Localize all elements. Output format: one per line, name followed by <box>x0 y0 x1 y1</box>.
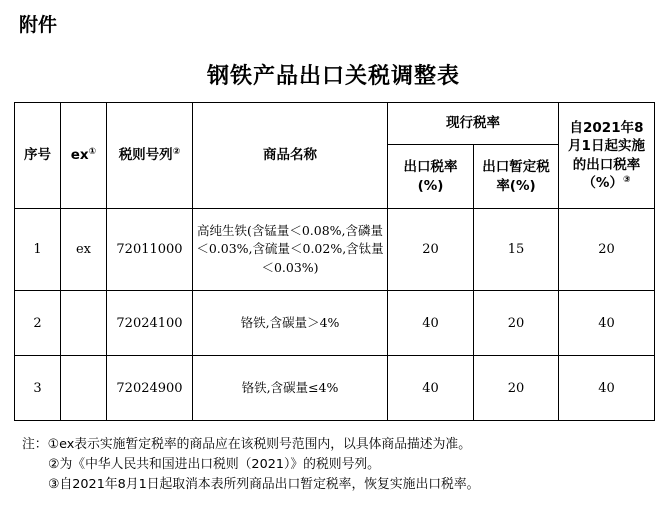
cell-ex <box>61 291 107 356</box>
footnote-1: 注：①ex表示实施暂定税率的商品应在该税则号范围内，以具体商品描述为准。 <box>22 437 471 452</box>
tariff-table <box>14 102 655 421</box>
cell-seq: 2 <box>15 291 61 356</box>
header-seq: 序号 <box>15 103 61 209</box>
cell-product-name: 铬铁,含碳量≤4% <box>193 356 388 421</box>
footnote-2: ②为《中华人民共和国进出口税则（2021）》的税则号列。 <box>48 457 380 472</box>
header-current-rate: 现行税率 <box>388 103 559 145</box>
cell-tariff-no: 72024900 <box>107 356 193 421</box>
cell-temp-rate: 20 <box>474 291 559 356</box>
table-row <box>15 356 655 421</box>
cell-new-rate: 40 <box>559 356 655 421</box>
cell-export-rate: 20 <box>388 209 474 291</box>
document-title: 钢铁产品出口关税调整表 <box>206 64 460 89</box>
header-ex: ex① <box>61 103 107 209</box>
cell-export-rate: 40 <box>388 356 474 421</box>
footnote-3: ③自2021年8月1日起取消本表所列商品出口暂定税率，恢复实施出口税率。 <box>48 477 480 492</box>
cell-product-name: 高纯生铁(含锰量＜0.08%,含磷量＜0.03%,含硫量＜0.02%,含钛量＜0.03%) <box>193 209 388 291</box>
cell-product-name: 铬铁,含碳量＞4% <box>193 291 388 356</box>
header-export-rate: 出口税率(%) <box>388 145 474 209</box>
cell-new-rate: 20 <box>559 209 655 291</box>
cell-ex: ex <box>61 209 107 291</box>
footnote-mark-2: ② <box>172 147 181 158</box>
cell-temp-rate: 20 <box>474 356 559 421</box>
cell-ex <box>61 356 107 421</box>
cell-seq: 3 <box>15 356 61 421</box>
header-row-1 <box>15 103 655 145</box>
table-row <box>15 291 655 356</box>
table-row <box>15 209 655 291</box>
cell-temp-rate: 15 <box>474 209 559 291</box>
cell-export-rate: 40 <box>388 291 474 356</box>
header-tariff-no: 税则号列② <box>107 103 193 209</box>
footnote-mark-3: ③ <box>622 174 631 185</box>
header-product-name: 商品名称 <box>193 103 388 209</box>
cell-tariff-no: 72011000 <box>107 209 193 291</box>
cell-new-rate: 40 <box>559 291 655 356</box>
attachment-label: 附件 <box>19 14 58 36</box>
cell-tariff-no: 72024100 <box>107 291 193 356</box>
footnotes <box>22 435 479 495</box>
cell-seq: 1 <box>15 209 61 291</box>
footnote-mark-1: ① <box>88 147 97 158</box>
header-temp-rate: 出口暂定税率(%) <box>474 145 559 209</box>
header-new-rate: 自2021年8月1日起实施的出口税率（%）③ <box>559 103 655 209</box>
